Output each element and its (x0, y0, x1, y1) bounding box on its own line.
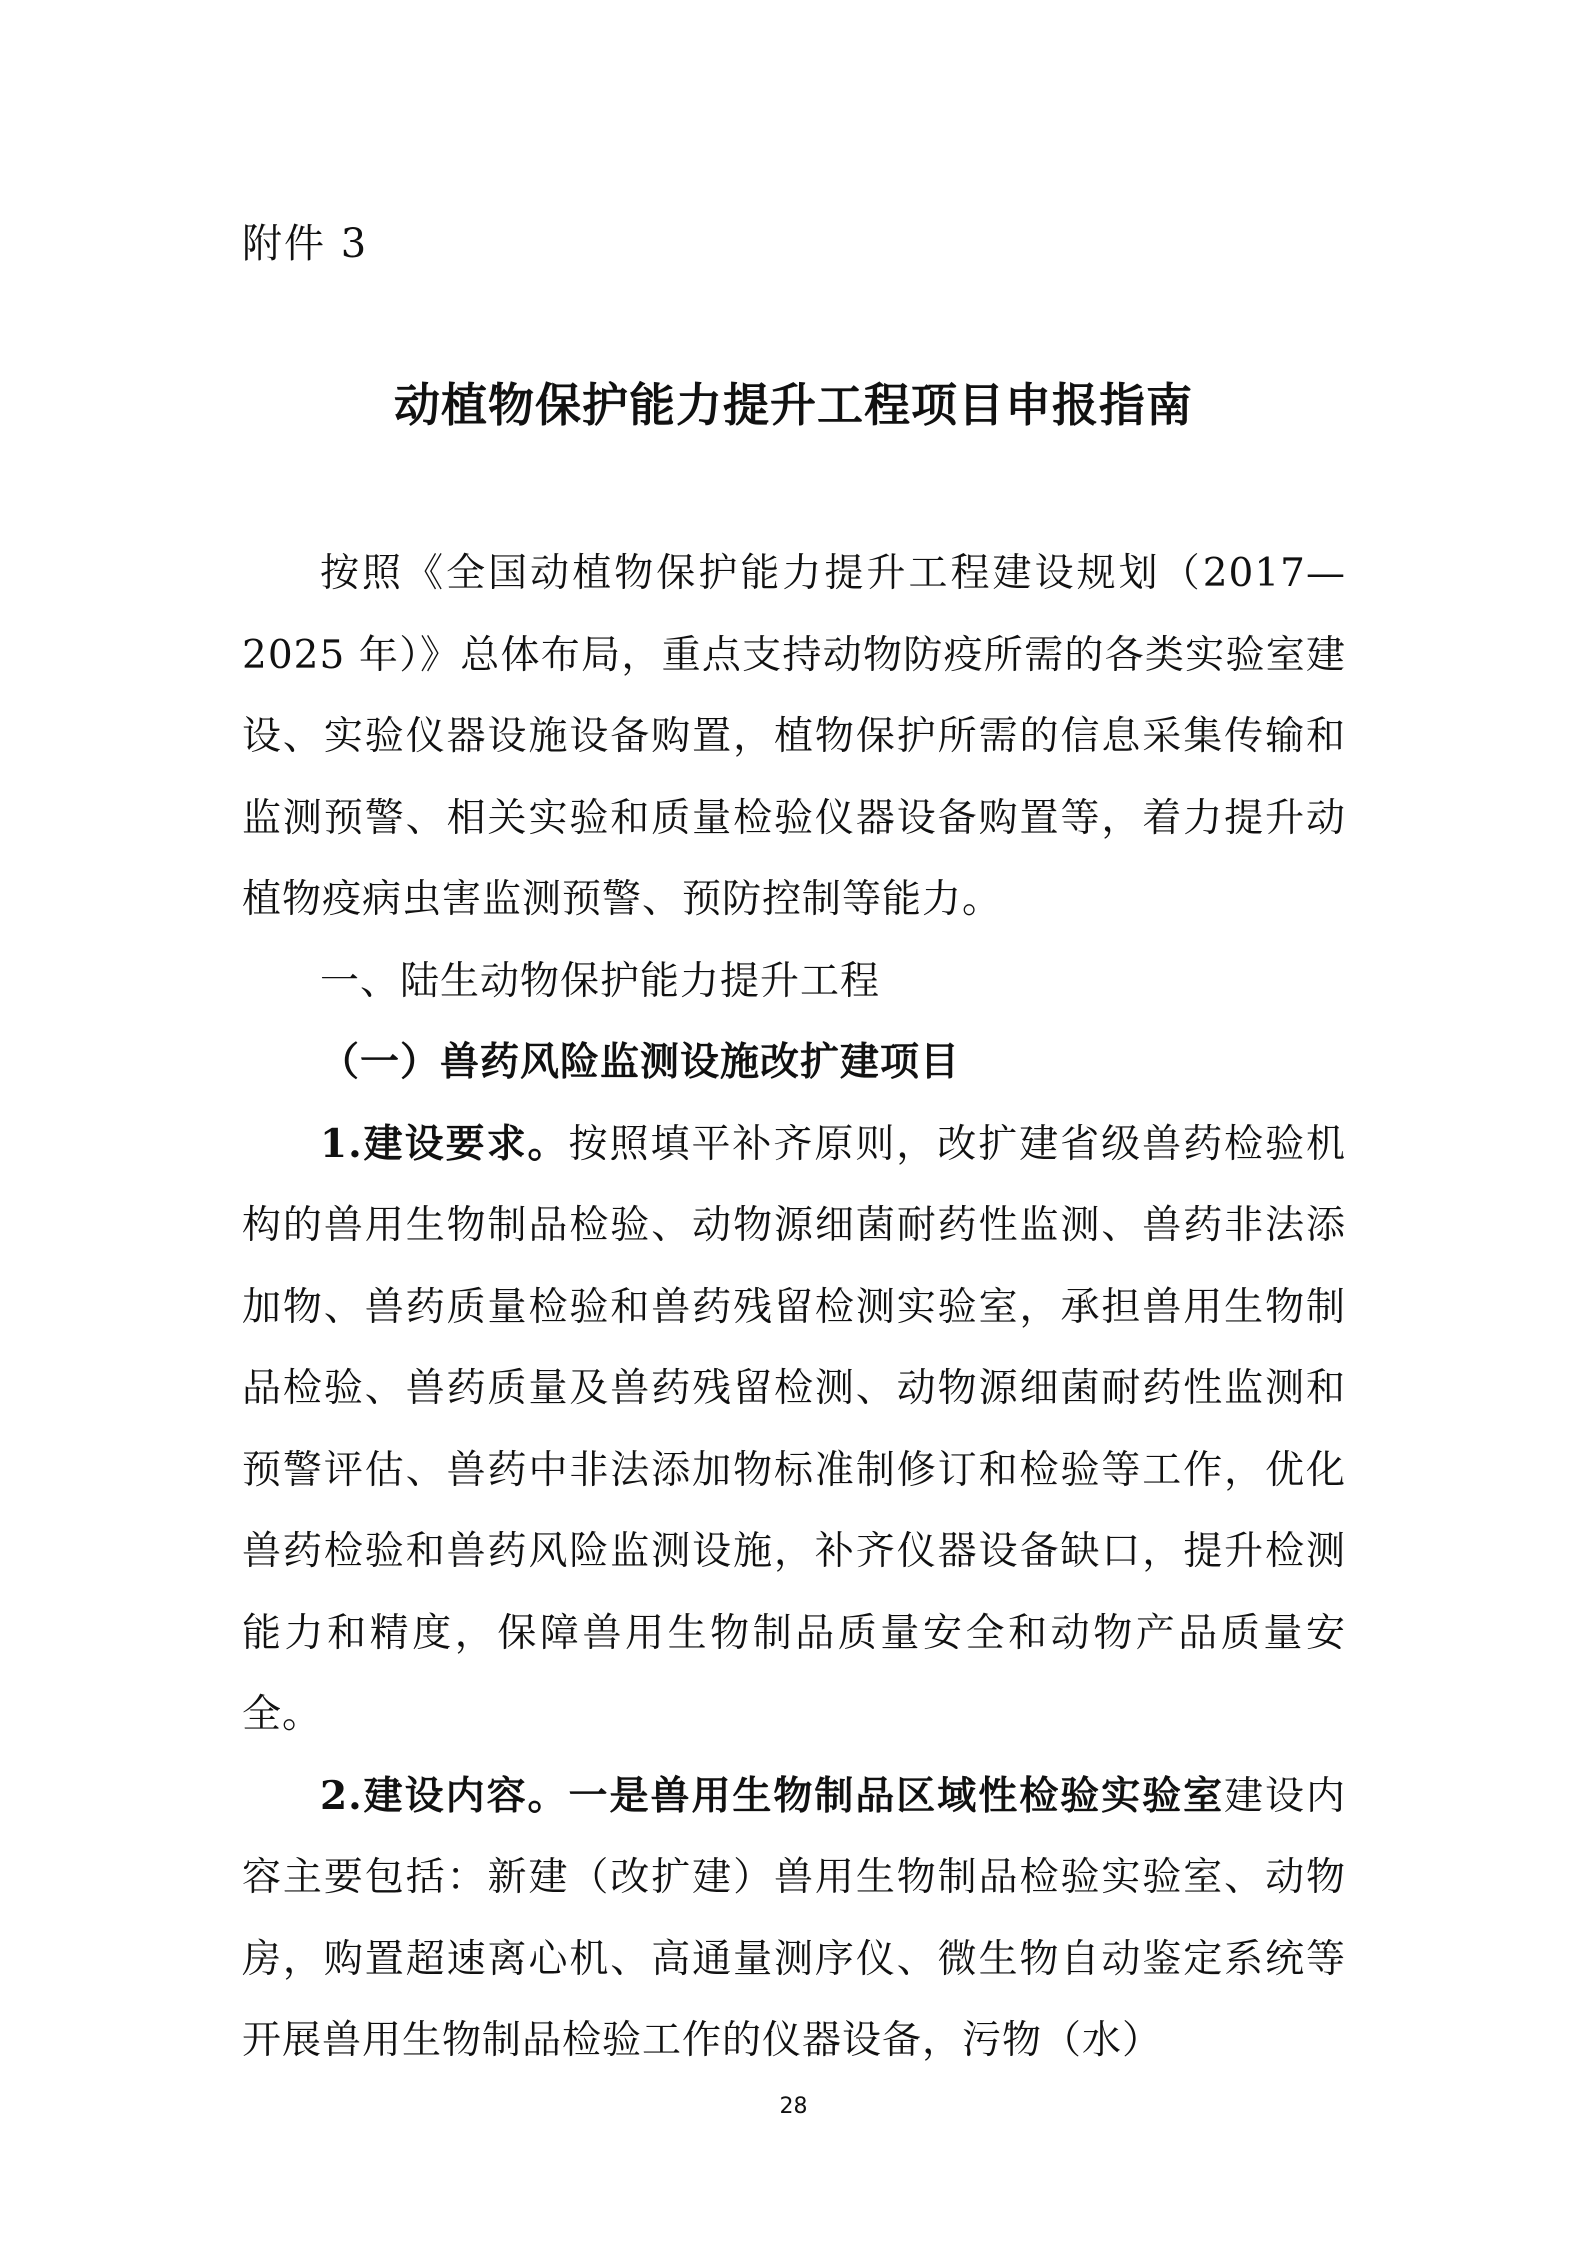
construction-requirements-paragraph (242, 1104, 1346, 1756)
subsection-heading: （一）兽药风险监测设施改扩建项目 (320, 1039, 961, 1085)
construction-content-label: 2.建设内容。 (320, 1772, 569, 1819)
page-number: 28 (779, 2094, 808, 2119)
section-heading: 一、陆生动物保护能力提升工程 (320, 958, 881, 1004)
document-title: 动植物保护能力提升工程项目申报指南 (394, 378, 1193, 432)
construction-content-paragraph (242, 1756, 1346, 2082)
construction-requirements-label: 1.建设要求。 (320, 1120, 569, 1167)
attachment-label: 附件 3 (242, 221, 369, 267)
construction-requirements-text: 按照填平补齐原则，改扩建省级兽药检验机构的兽用生物制品检验、动物源细菌耐药性监测、兽药非法添加物、兽药质量检验和兽药残留检测实验室，承担兽用生物制品检验、兽药质量及兽药残留检测、动物源细菌耐药性监测和预警评估、兽药中非法添加物标准制修订和检验等工作，优化兽药检验和兽药风险监测设施，补齐仪器设备缺口，提升检测能力和精度，保障兽用生物制品质量安全和动物产品质量安全。 (242, 1121, 1346, 1737)
intro-paragraph: 按照《全国动植物保护能力提升工程建设规划（2017—2025 年）》总体布局，重点支持动物防疫所需的各类实验室建设、实验仪器设施设备购置，植物保护所需的信息采集传输和监测预警、相关实验和质量检验仪器设备购置等，着力提升动植物疫病虫害监测预警、预防控制等能力。 (242, 551, 1346, 922)
document-body (242, 533, 1346, 2082)
construction-content-text: 建设内容主要包括：新建（改扩建）兽用生物制品检验实验室、动物房，购置超速离心机、高通量测序仪、微生物自动鉴定系统等开展兽用生物制品检验工作的仪器设备，污物（水） (242, 1773, 1346, 2063)
construction-content-bold-text: 一是兽用生物制品区域性检验实验室 (568, 1772, 1225, 1819)
